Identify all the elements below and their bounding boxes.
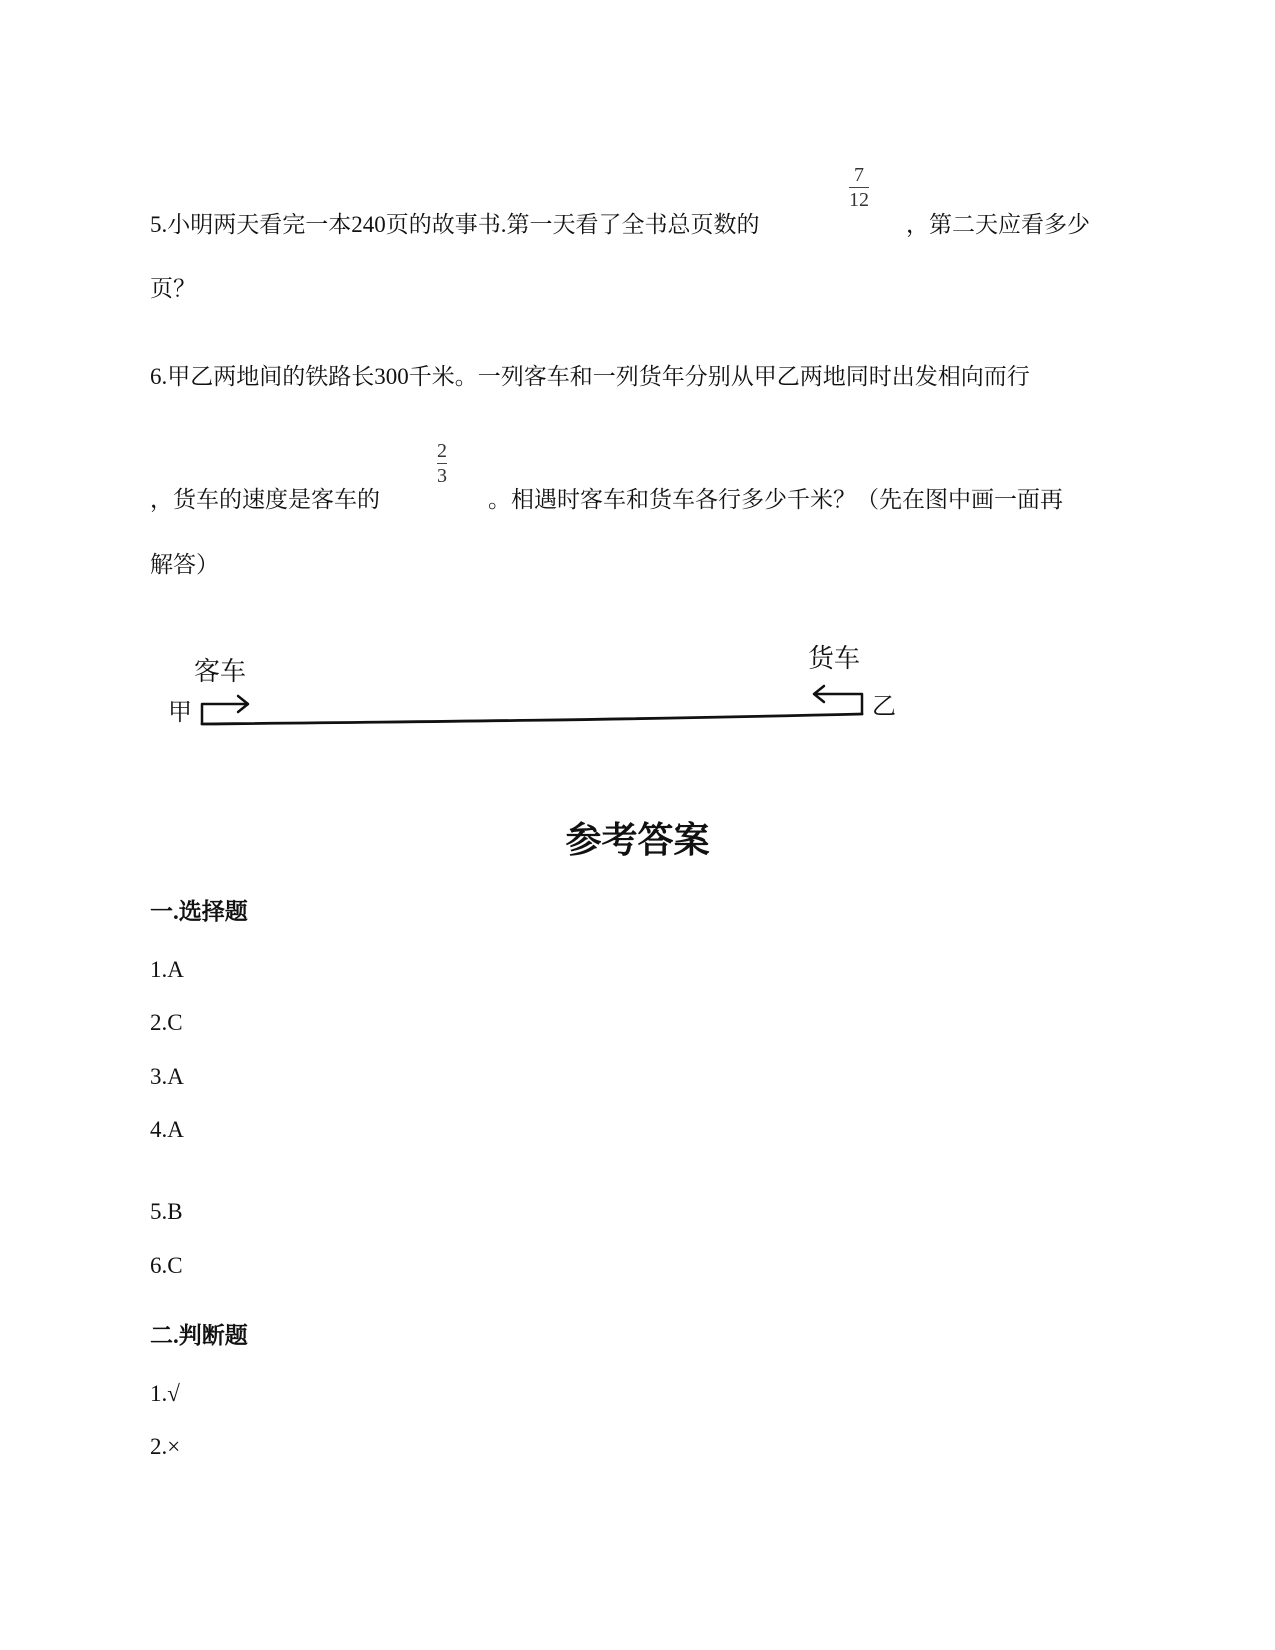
q5-fraction-denominator: 12 [849,189,869,211]
answer-item: 1.A [150,957,184,982]
q5-line2-text: 页？ [150,276,196,301]
diagram-label-start: 甲 [168,698,192,726]
freight-arrow [814,686,862,714]
q6-fraction-bar [437,463,447,464]
answer-item: 2.C [150,1010,183,1035]
q6-fraction [437,440,447,487]
q6-line1-text: 6.甲乙两地间的铁路长300千米。一列客车和一列货年分别从甲乙两地同时出发相向而行 [150,364,1030,389]
q5-line1-text-after: ，第二天应看多少 [906,212,1090,237]
q6-line2-text-after: 。相遇时客车和货车各行多少千米？（先在图中画一面再 [488,487,1063,512]
answer-item: 5.B [150,1199,183,1224]
answer-item: 6.C [150,1253,183,1278]
answer-item: 1.√ [150,1381,180,1406]
q6-fraction-denominator: 3 [437,465,447,487]
diagram-label-passenger: 客车 [194,657,247,687]
diagram-label-freight: 货车 [808,644,861,674]
answers-title: 参考答案 [565,820,710,860]
answer-item: 4.A [150,1117,184,1142]
passenger-arrow [202,696,248,724]
q6-line2-text: ，货车的速度是客车的 [150,487,380,512]
diagram-label-end: 乙 [872,692,896,720]
q5-fraction-numerator: 7 [854,164,864,186]
railway-line [202,714,862,724]
q6-fraction-numerator: 2 [437,440,447,462]
answer-item: 3.A [150,1064,184,1089]
section2-heading: 二.判断题 [150,1323,248,1348]
section1-heading: 一.选择题 [150,899,248,924]
route-diagram [150,628,910,748]
q6-line3-text: 解答） [150,552,219,577]
q5-fraction-bar [849,187,869,188]
q5-fraction [849,164,869,211]
answer-item: 2.× [150,1434,181,1459]
q5-line1-text: 5.小明两天看完一本240页的故事书.第一天看了全书总页数的 [150,212,760,237]
